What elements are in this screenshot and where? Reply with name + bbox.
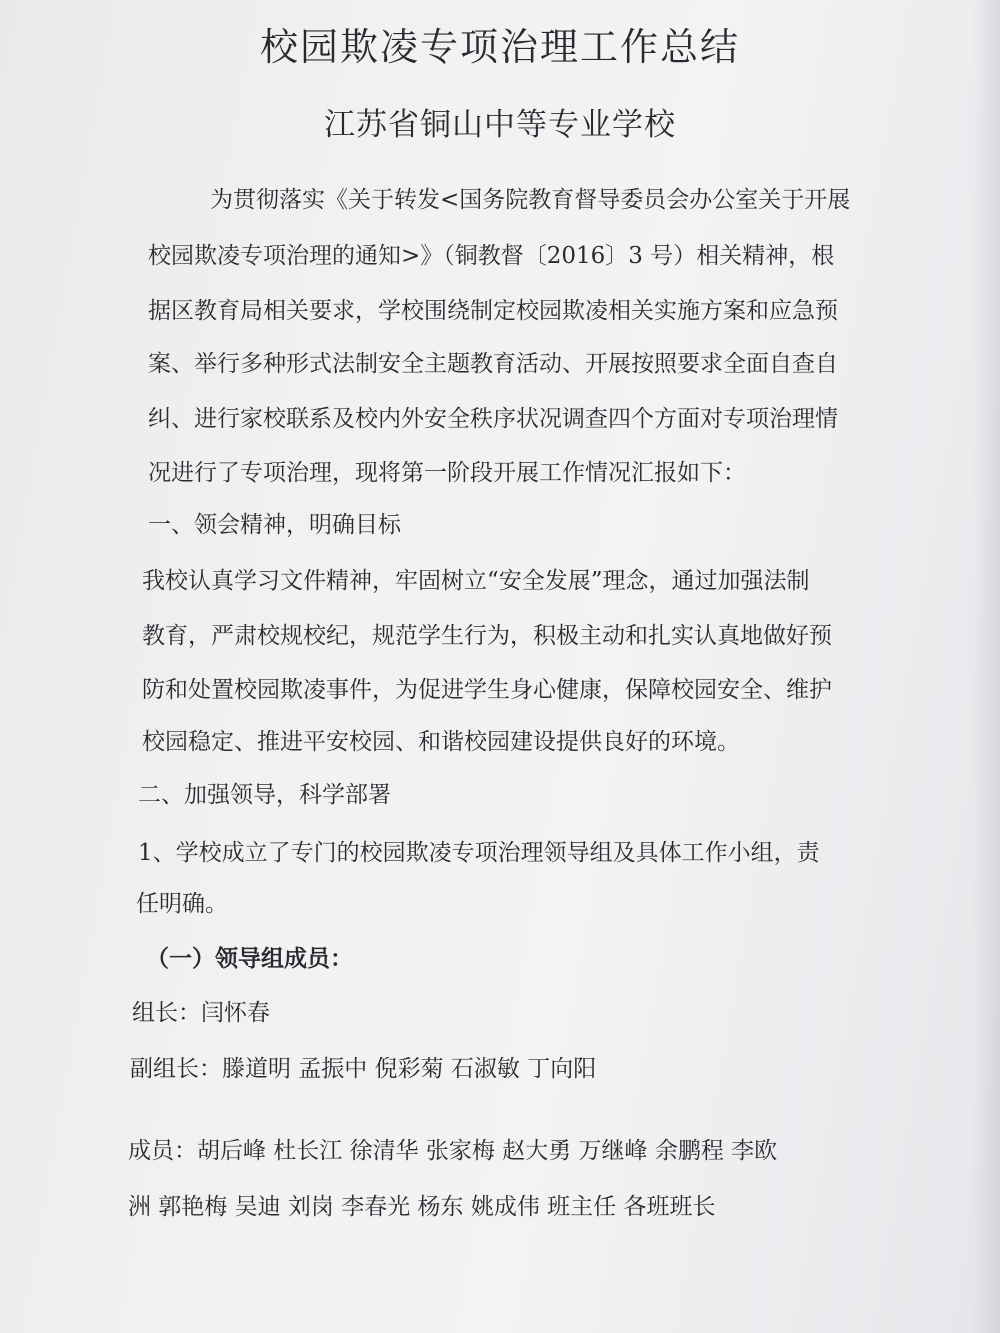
document-title: 校园欺凌专项治理工作总结 bbox=[259, 25, 740, 69]
subsection-heading: （一）领导组成员： bbox=[146, 945, 353, 972]
body-line: 况进行了专项治理，现将第一阶段开展工作情况汇报如下： bbox=[148, 460, 746, 486]
body-line: 校园稳定、推进平安校园、和谐校园建设提供良好的环境。 bbox=[142, 729, 740, 755]
school-name: 江苏省铜山中等专业学校 bbox=[324, 107, 676, 143]
body-line: 纠、进行家校联系及校内外安全秩序状况调查四个方面对专项治理情 bbox=[148, 406, 838, 432]
body-line: 教育，严肃校规校纪，规范学生行为，积极主动和扎实认真地做好预 bbox=[142, 623, 832, 649]
body-line: 案、举行多种形式法制安全主题教育活动、开展按照要求全面自查自 bbox=[148, 351, 838, 377]
section-heading-1: 一、领会精神，明确目标 bbox=[148, 512, 401, 538]
body-line: 任明确。 bbox=[136, 891, 228, 917]
leader-line: 组长：闫怀春 bbox=[132, 1000, 270, 1026]
body-line: 防和处置校园欺凌事件，为促进学生身心健康，保障校园安全、维护 bbox=[142, 677, 832, 703]
members-line-continued: 洲 郭艳梅 吴迪 刘岗 李春光 杨东 姚成伟 班主任 各班班长 bbox=[128, 1194, 716, 1220]
members-line: 成员：胡后峰 杜长江 徐清华 张家梅 赵大勇 万继峰 余鹏程 李欧 bbox=[128, 1138, 778, 1164]
section-heading-2: 二、加强领导，科学部署 bbox=[138, 782, 391, 808]
body-line: 为贯彻落实《关于转发<国务院教育督导委员会办公室关于开展 bbox=[210, 187, 851, 213]
body-line: 我校认真学习文件精神，牢固树立“安全发展”理念，通过加强法制 bbox=[142, 568, 810, 594]
body-line: 校园欺凌专项治理的通知>》（铜教督〔2016〕3 号）相关精神，根 bbox=[148, 243, 835, 269]
body-line: 据区教育局相关要求，学校围绕制定校园欺凌相关实施方案和应急预 bbox=[148, 298, 838, 324]
deputy-leaders-line: 副组长：滕道明 孟振中 倪彩菊 石淑敏 丁向阳 bbox=[130, 1056, 597, 1082]
body-line: 1、学校成立了专门的校园欺凌专项治理领导组及具体工作小组，责 bbox=[138, 840, 820, 866]
page-edge-shadow bbox=[972, 0, 1000, 1333]
